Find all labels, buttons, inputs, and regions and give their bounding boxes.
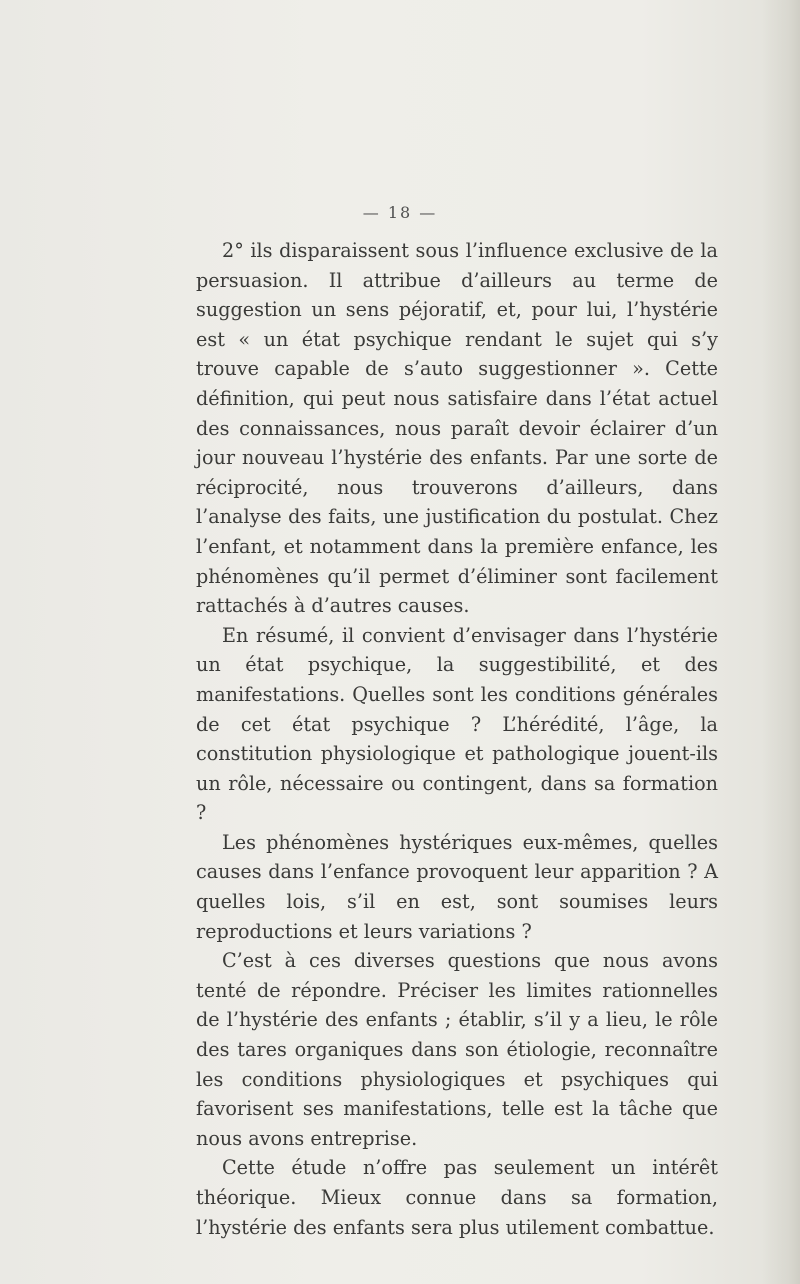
paragraph-3: Les phénomènes hystériques eux-mêmes, quelles causes dans l’enfance provoquent leur apparition ? A quelles lois, s’il en est, sont soumises leurs reproductions et leurs variations ? <box>196 830 718 943</box>
page-number: — 18 — <box>362 203 438 222</box>
paragraph-4: C’est à ces diverses questions que nous avons tenté de répondre. Préciser les limites rationnelles de l’hystérie des enfants ; établir, s’il y a lieu, le rôle des tares organiques dans son étiologie, reconnaître les conditions physiologiques et psychiques qui favorisent ses manifestations, telle est la tâche que nous avons entreprise. <box>196 949 718 1150</box>
body-text <box>196 236 718 1242</box>
page-edge-shadow <box>762 0 800 1284</box>
paragraph-2: En résumé, il convient d’envisager dans l’hystérie un état psychique, la suggestibilité, et des manifestations. Quelles sont les conditions générales de cet état psychique ? L’hérédité, l’âge, la constitution physiologique et pathologique jouent-ils un rôle, nécessaire ou contingent, dans sa formation ? <box>196 623 718 825</box>
paragraph-1: 2° ils disparaissent sous l’influence exclusive de la persuasion. Il attribue d’ailleurs au terme de suggestion un sens péjoratif, et, pour lui, l’hystérie est « un état psychique rendant le sujet qui s’y trouve capable de s’auto suggestionner ». Cette définition, qui peut nous satisfaire dans l’état actuel des connaissances, nous paraît devoir éclairer d’un jour nouveau l’hystérie des enfants. Par une sorte de réciprocité, nous trouverons d’ailleurs, dans l’analyse des faits, une justification du postulat. Chez l’enfant, et notamment dans la première enfance, les phénomènes qu’il permet d’éliminer sont facilement rattachés à d’autres causes. <box>196 239 718 618</box>
paragraph-5: Cette étude n’offre pas seulement un intérêt théorique. Mieux connue dans sa formation, l’hystérie des enfants sera plus utilement combattue. <box>196 1156 718 1239</box>
